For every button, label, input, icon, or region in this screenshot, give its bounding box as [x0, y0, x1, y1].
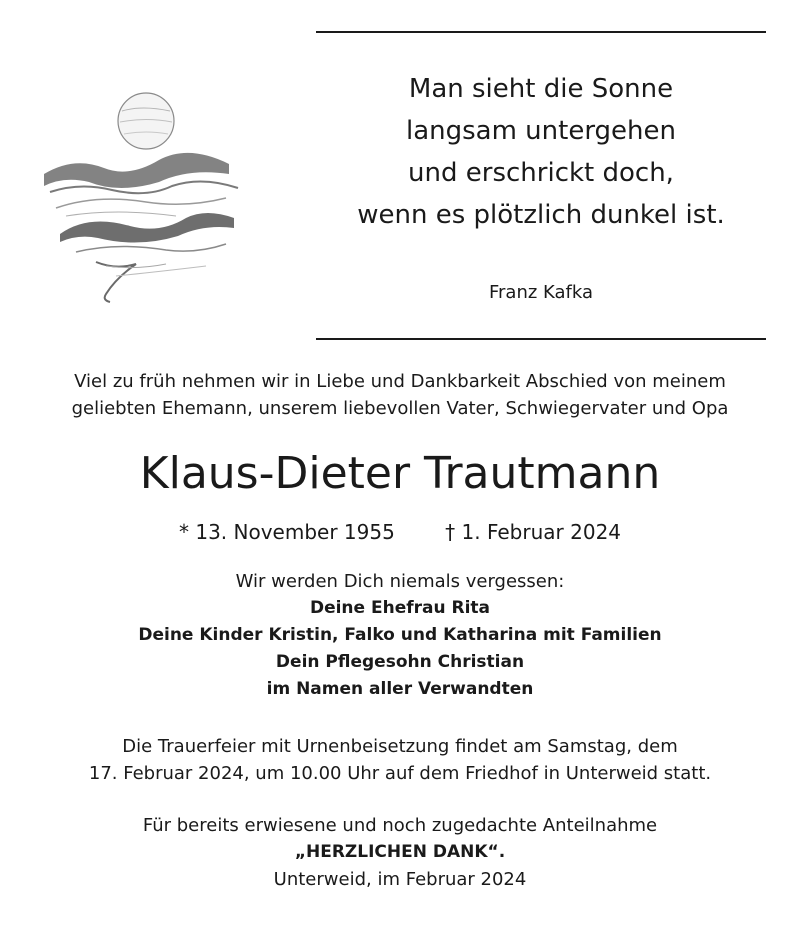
- thanks-line: Für bereits erwiesene und noch zugedachte Anteilnahme: [142, 815, 658, 836]
- funeral-info: [0, 733, 800, 787]
- quote-line: wenn es plötzlich dunkel ist.: [357, 200, 725, 230]
- kafka-quote: [318, 68, 764, 236]
- intro-text: [0, 368, 800, 422]
- mourners-block: [0, 568, 800, 703]
- top-divider: [316, 31, 766, 33]
- death-date: † 1. Februar 2024: [445, 520, 622, 544]
- intro-line: geliebten Ehemann, unserem liebevollen Vater, Schwiegervater und Opa: [71, 398, 729, 419]
- quote-line: und erschrickt doch,: [408, 158, 674, 188]
- funeral-line: Die Trauerfeier mit Urnenbeisetzung findet am Samstag, dem: [122, 736, 678, 757]
- quote-line: Man sieht die Sonne: [408, 74, 674, 104]
- mourner-line: im Namen aller Verwandten: [266, 679, 534, 699]
- mourners-intro: Wir werden Dich niemals vergessen:: [235, 571, 565, 592]
- birth-date: * 13. November 1955: [178, 520, 395, 544]
- quote-line: langsam untergehen: [405, 116, 677, 146]
- mourner-line: Deine Ehefrau Rita: [309, 598, 491, 618]
- mourner-line: Dein Pflegesohn Christian: [275, 652, 525, 672]
- place-date: Unterweid, im Februar 2024: [273, 869, 527, 890]
- intro-line: Viel zu früh nehmen wir in Liebe und Dankbarkeit Abschied von meinem: [74, 371, 726, 392]
- mourner-line: Deine Kinder Kristin, Falko und Katharina mit Familien: [138, 625, 662, 645]
- quote-author: Franz Kafka: [488, 282, 594, 303]
- funeral-line: 17. Februar 2024, um 10.00 Uhr auf dem Friedhof in Unterweid statt.: [88, 763, 712, 784]
- thanks-block: [0, 812, 800, 893]
- thanks-heading: „HERZLICHEN DANK“.: [294, 842, 506, 862]
- life-dates: [0, 520, 800, 544]
- sunset-landscape-illustration: [36, 66, 256, 306]
- middle-divider: [316, 338, 766, 340]
- deceased-name: Klaus-Dieter Trautmann: [139, 448, 661, 499]
